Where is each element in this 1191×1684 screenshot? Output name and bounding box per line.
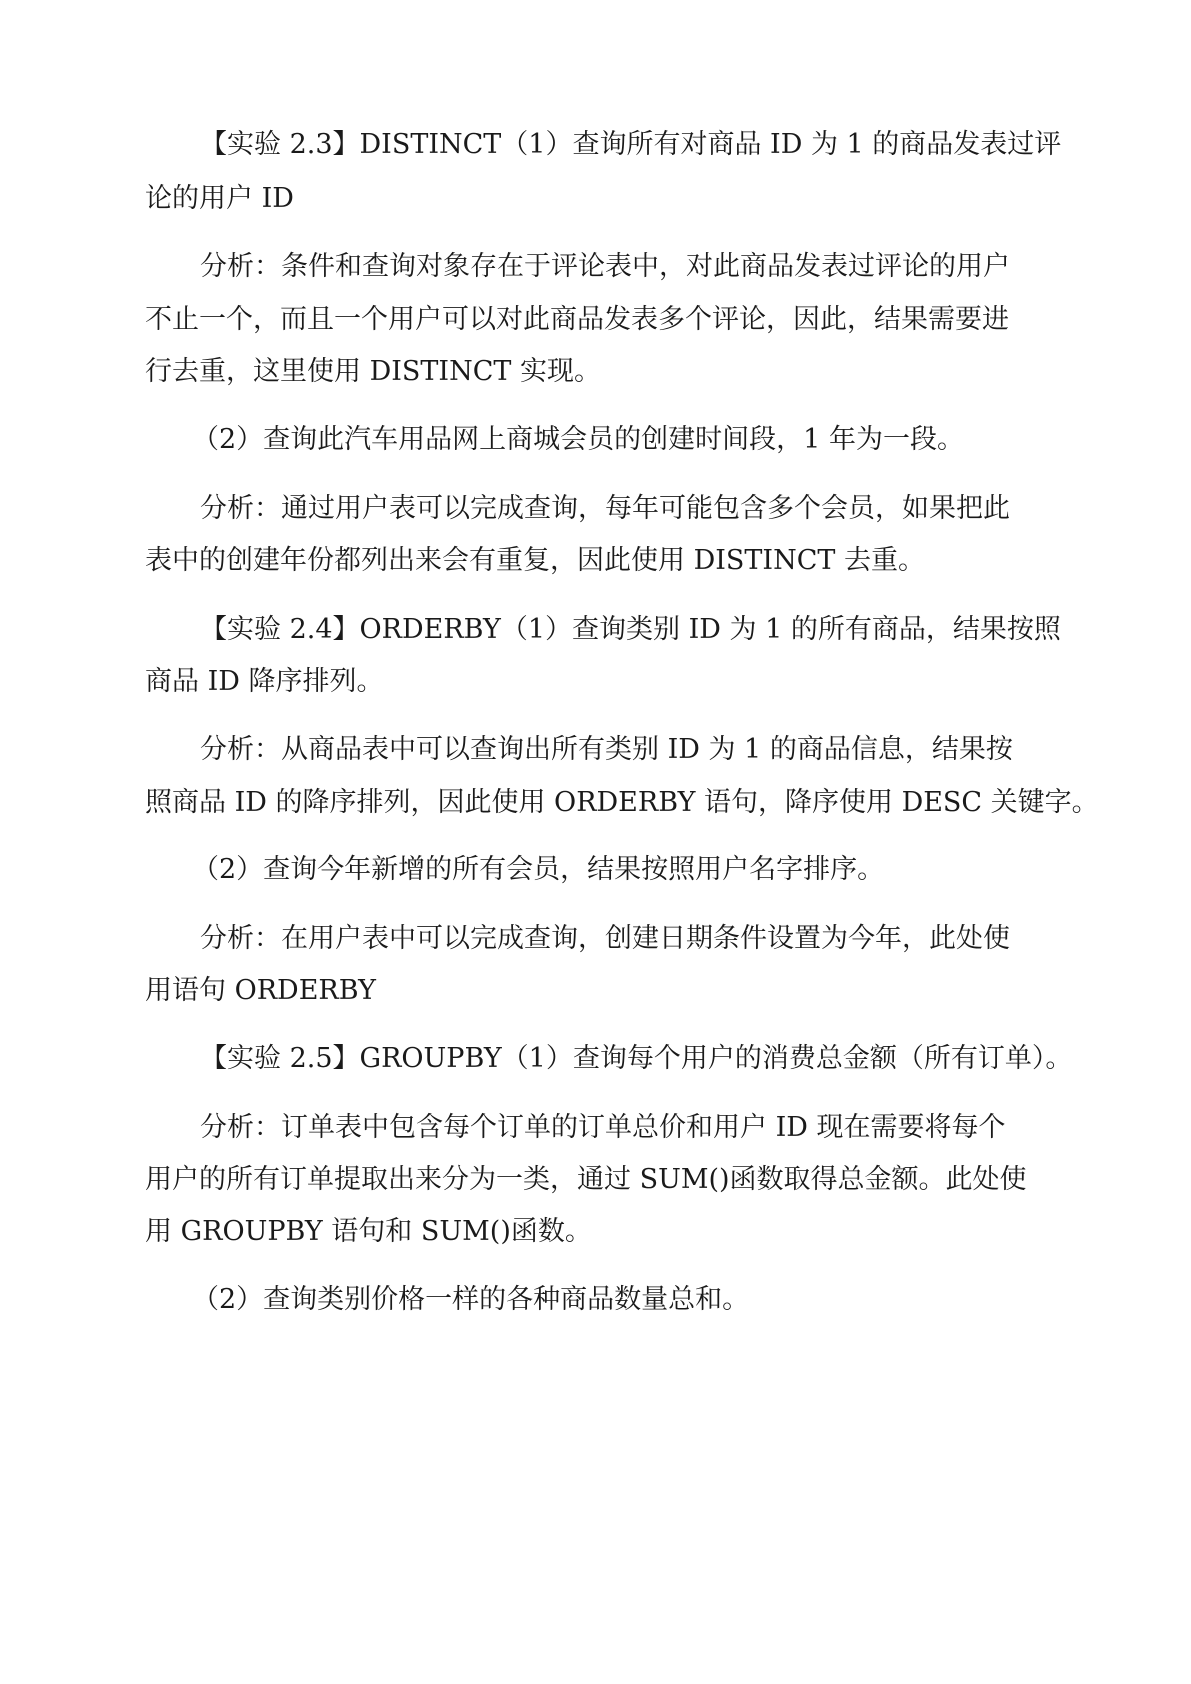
paragraph-line: 商品 ID 降序排列。 [145, 666, 384, 697]
paragraph-line: 表中的创建年份都列出来会有重复，因此使用 DISTINCT 去重。 [145, 545, 925, 576]
question-line: （2）查询类别价格一样的各种商品数量总和。 [192, 1284, 750, 1315]
heading-experiment-2-3: 【实验 2.3】DISTINCT（1）查询所有对商品 ID 为 1 的商品发表过评 [200, 129, 1062, 160]
analysis-paragraph-line: 分析：从商品表中可以查询出所有类别 ID 为 1 的商品信息，结果按 [200, 734, 1013, 765]
paragraph-line: 行去重，这里使用 DISTINCT 实现。 [145, 356, 601, 387]
analysis-paragraph-line: 分析：在用户表中可以完成查询，创建日期条件设置为今年，此处使 [200, 923, 1010, 954]
heading-experiment-2-5: 【实验 2.5】GROUPBY（1）查询每个用户的消费总金额（所有订单）。 [200, 1043, 1073, 1074]
paragraph-line: 不止一个，而且一个用户可以对此商品发表多个评论，因此，结果需要进 [145, 304, 1009, 335]
analysis-paragraph-line: 分析：条件和查询对象存在于评论表中，对此商品发表过评论的用户 [200, 251, 1010, 282]
question-line: （2）查询此汽车用品网上商城会员的创建时间段，1 年为一段。 [192, 424, 964, 455]
heading-experiment-2-4: 【实验 2.4】ORDERBY（1）查询类别 ID 为 1 的所有商品，结果按照 [200, 614, 1061, 645]
analysis-paragraph-line: 分析：通过用户表可以完成查询，每年可能包含多个会员，如果把此 [200, 493, 1010, 524]
paragraph-line: 论的用户 ID [145, 183, 294, 214]
paragraph-line: 照商品 ID 的降序排列，因此使用 ORDERBY 语句，降序使用 DESC 关键字。 [145, 787, 1099, 818]
analysis-paragraph-line: 分析：订单表中包含每个订单的订单总价和用户 ID 现在需要将每个 [200, 1112, 1006, 1143]
paragraph-line: 用 GROUPBY 语句和 SUM()函数。 [145, 1216, 592, 1247]
paragraph-line: 用语句 ORDERBY [145, 975, 376, 1006]
paragraph-line: 用户的所有订单提取出来分为一类，通过 SUM()函数取得总金额。此处使 [145, 1164, 1027, 1195]
question-line: （2）查询今年新增的所有会员，结果按照用户名字排序。 [192, 854, 885, 885]
